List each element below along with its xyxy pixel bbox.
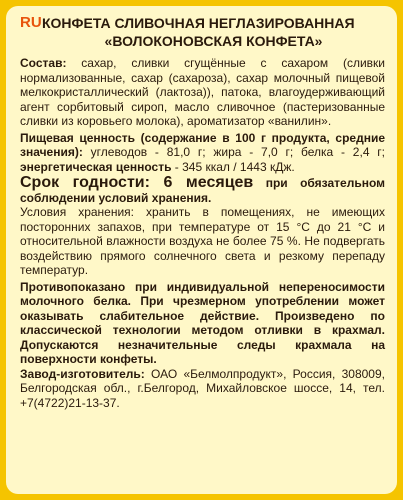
manufacturer-label: Завод-изготовитель: (20, 366, 145, 381)
nutrition-section (20, 131, 385, 175)
warning-text: Противопоказано при индивидуальной непереносимости молочного белка. При чрезмерном употреблении может оказывать слабительное действие. Произведено по классической технологии методом отливки в крахмал. Допускаются незначительные следы крахмала на поверхности конфеты. (20, 279, 385, 366)
shelf-life-section (20, 176, 385, 205)
manufacturer-text: ОАО «Белмолпродукт», Россия, 308009, Белгородская обл., г.Белгород, Михайловское шоссе, 14, тел. +7(4722)21-13-37. (20, 366, 385, 410)
energy-value: - 345 ккал / 1443 кДж. (171, 159, 295, 174)
composition-text: сахар, сливки сгущённые с сахаром (сливки нормализованные, сахар (сахароза), сахар молочный пищевой мелкокристаллический (лактоза)), патока, влагоудерживающий агент сорбитовый сироп, масло сливочное (пастеризованные сливки из коровьего молока), ароматизатор «ванилин». (20, 56, 385, 128)
language-code: RU (20, 14, 42, 31)
composition-label: Состав: (20, 56, 67, 70)
product-title (42, 14, 385, 50)
product-title-line2: «ВОЛОКОНОВСКАЯ КОНФЕТА» (104, 33, 323, 49)
composition-section (20, 56, 385, 129)
product-title-line1: КОНФЕТА СЛИВОЧНАЯ НЕГЛАЗИРОВАННАЯ (42, 15, 355, 31)
nutrition-values: углеводов - 81,0 г; жира - 7,0 г; белка - 2,4 г; (82, 145, 385, 159)
storage-conditions: Условия хранения: хранить в помещениях, не имеющих посторонних запахов, при температуре от 15 °С до 21 °С и относительной влажности воздуха не более 75 %. Не подвергать воздействию прямого солнечного света и резкому перепаду температур. (20, 205, 385, 277)
shelf-life-label: Срок годности: 6 месяцев (20, 174, 254, 191)
manufacturer-section (20, 367, 385, 411)
product-label (6, 6, 397, 494)
nutrition-label: Пищевая ценность (содержание в 100 г продукта, средние значения): (20, 130, 385, 159)
label-header (20, 14, 385, 50)
shelf-life-note: при обязательном соблюдении условий хранения. (20, 176, 385, 205)
energy-label: энергетическая ценность (20, 159, 172, 174)
